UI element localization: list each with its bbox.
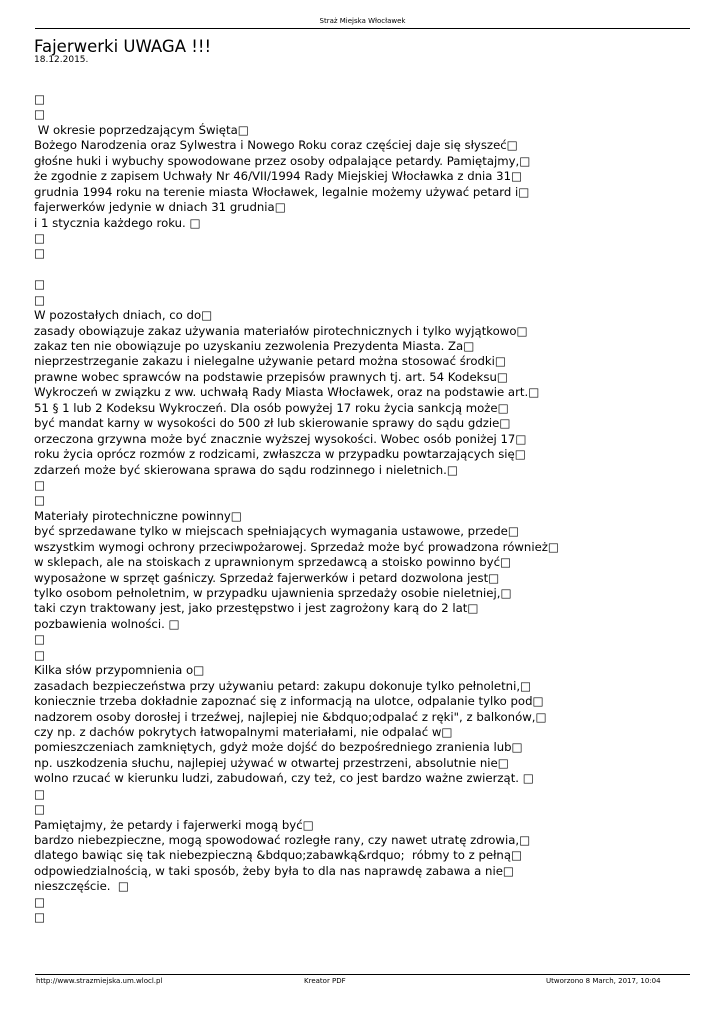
text-line: nieprzestrzeganie zakazu i nielegalne używanie petard można stosować środki□ [34,354,506,369]
text-line: np. uszkodzenia słuchu, najlepiej używać w otwartej przestrzeni, absolutnie nie□ [34,755,509,770]
text-line: dlatego bawiąc się tak niebezpieczną &bdquo;zabawką&rdquo; róbmy to z pełną□ [34,848,523,863]
text-line: orzeczona grzywna może być znacznie wyższej wysokości. Wobec osób poniżej 17□ [34,431,527,446]
text-line: bardzo niebezpieczne, mogą spowodować rozległe rany, czy nawet utratę zdrowia,□ [34,833,531,847]
text-line: pomieszczeniach zamkniętych, gdyż może dojść do bezpośredniego zranienia lub□ [34,740,523,755]
text-line: prawne wobec sprawców na podstawie przepisów prawnych tj. art. 54 Kodeksu□ [34,369,508,384]
text-line: □ [34,493,46,508]
text-line: Kilka słów przypomnienia o□ [34,663,205,678]
footer-created: Utworzono 8 March, 2017, 10:04 [546,977,661,985]
text-line: zdarzeń może być skierowana sprawa do sądu rodzinnego i nieletnich.□ [34,462,458,477]
text-line: odpowiedzialnością, w taki sposób, żeby była to dla nas naprawdę zabawa a nie□ [34,863,514,878]
text-line: taki czyn traktowany jest, jako przestępstwo i jest zagrożony karą do 2 lat□ [34,601,479,616]
text-line: czy np. z dachów pokrytych łatwopalnymi materiałami, nie odpalać w□ [34,724,453,739]
text-line: że zgodnie z zapisem Uchwały Nr 46/VII/1994 Rady Miejskiej Włocławka z dnia 31□ [34,169,523,184]
text-line: □ [34,802,46,817]
text-line: być sprzedawane tylko w miejscach spełniających wymagania ustawowe, przede□ [34,524,519,539]
footer-divider [35,974,690,975]
footer-generator: Kreator PDF [304,977,346,985]
text-line: w sklepach, ale na stoiskach z uprawnionym sprzedawcą a stoisko powinno być□ [34,555,512,570]
article-body [34,92,694,926]
text-line: □ [34,632,46,647]
text-line: wszystkim wymogi ochrony przeciwpożarowej. Sprzedaż może być prowadzona również□ [34,539,559,554]
text-line: □ [34,647,46,662]
text-line: 51 § 1 lub 2 Kodeksu Wykroczeń. Dla osób powyżej 17 roku życia sankcją może□ [34,400,509,415]
text-line: fajerwerków jedynie w dniach 31 grudnia□ [34,200,286,215]
text-line [34,262,694,277]
text-line: □ [34,477,46,492]
article-date: 18.12.2015. [34,55,89,65]
header-divider [35,28,690,29]
text-line: □ [34,107,46,122]
text-line: Pamiętajmy, że petardy i fajerwerki mogą być□ [34,817,314,832]
text-line: zakaz ten nie obowiązuje po uzyskaniu zezwolenia Prezydenta Miasta. Za□ [34,339,475,353]
text-line: być mandat karny w wysokości do 500 zł lub skierowanie sprawy do sądu gdzie□ [34,416,511,431]
text-line: koniecznie trzeba dokładnie zapoznać się z informacją na ulotce, odpalanie tylko pod□ [34,694,544,709]
text-line: wyposażone w sprzęt gaśniczy. Sprzedaż fajerwerków i petard dozwolona jest□ [34,570,500,585]
page-header: Straż Miejska Włocławek [319,17,406,25]
text-line: nieszczęście. □ [34,879,129,894]
text-line: roku życia oprócz rozmów z rodzicami, zwłaszcza w przypadku powtarzających się□ [34,447,526,462]
text-line: □ [34,277,46,292]
text-line: nadzorem osoby dorosłej i trzeźwej, najlepiej nie &bdquo;odpalać z ręki", z balkonów,□ [34,709,547,724]
text-line: Materiały pirotechniczne powinny□ [34,508,242,523]
text-line: i 1 stycznia każdego roku. □ [34,215,201,230]
text-line: tylko osobom pełnoletnim, w przypadku ujawnienia sprzedaży osobie nieletniej,□ [34,586,512,600]
text-line: □ [34,230,46,245]
text-line: □ [34,786,46,801]
text-line: □ [34,292,46,307]
text-line: Bożego Narodzenia oraz Sylwestra i Nowego Roku coraz częściej daje się słyszeć□ [34,138,518,153]
text-line: □ [34,246,46,261]
text-line: W okresie poprzedzającym Święta□ [34,122,249,137]
footer-url: http://www.strazmiejska.um.wlocl.pl [36,977,163,985]
text-line: grudnia 1994 roku na terenie miasta Włocławek, legalnie możemy używać petard i□ [34,184,530,199]
text-line: □ [34,894,46,909]
text-line: W pozostałych dniach, co do□ [34,308,213,323]
text-line: pozbawienia wolności. □ [34,616,180,631]
text-line: zasady obowiązuje zakaz używania materiałów pirotechnicznych i tylko wyjątkowo□ [34,323,528,338]
article-title: Fajerwerki UWAGA !!! [34,37,212,56]
text-line: wolno rzucać w kierunku ludzi, zabudowań, czy też, co jest bardzo ważne zwierząt. □ [34,771,534,786]
text-line: Wykroczeń w związku z ww. uchwałą Rady Miasta Włocławek, oraz na podstawie art.□ [34,385,540,400]
text-line: □ [34,910,46,925]
text-line: □ [34,92,46,106]
text-line: głośne huki i wybuchy spowodowane przez osoby odpalające petardy. Pamiętajmy,□ [34,153,531,168]
text-line: zasadach bezpieczeństwa przy używaniu petard: zakupu dokonuje tylko pełnoletni,□ [34,678,532,693]
